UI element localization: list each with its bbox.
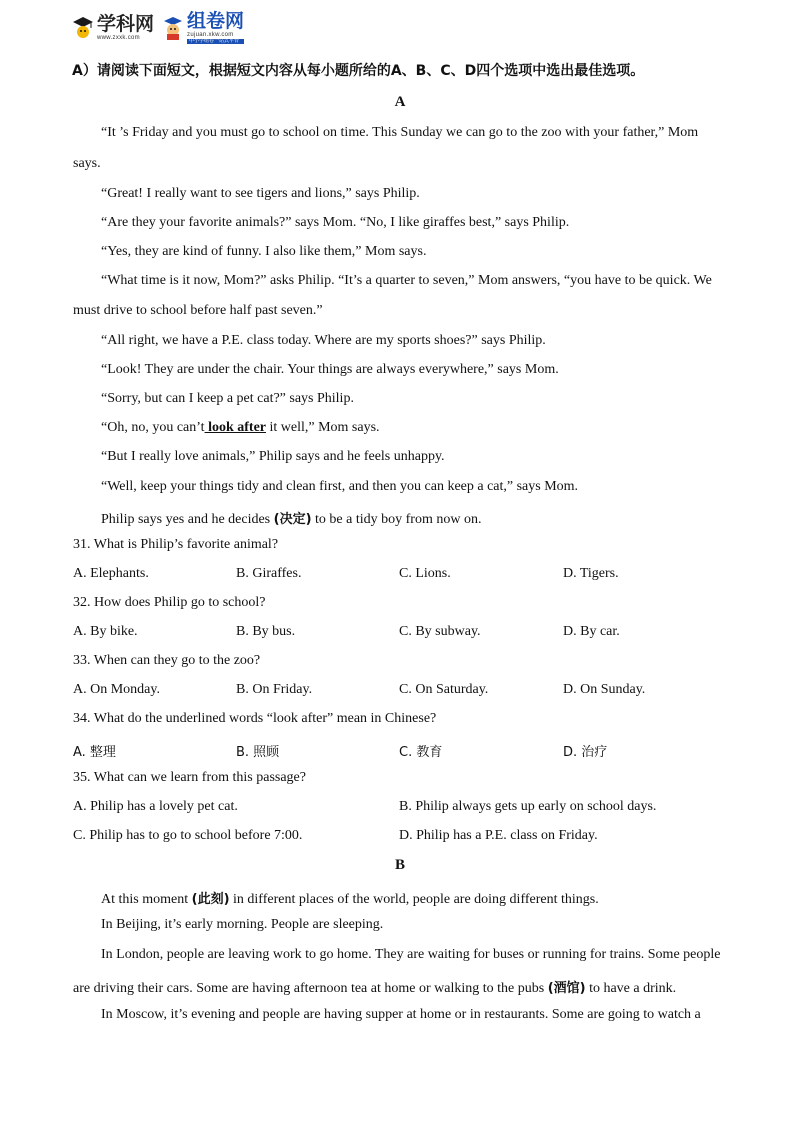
option-31-a[interactable]: A. Elephants. <box>73 566 149 581</box>
question-33: 33. When can they go to the zoo? <box>73 653 261 668</box>
passage-a-line: “But I really love animals,” Philip says and he feels unhappy. <box>101 449 445 464</box>
underlined-phrase: look after <box>204 420 266 435</box>
option-34-a[interactable]: A. 整理 <box>73 745 116 760</box>
passage-a-line-gloss <box>101 508 481 528</box>
zujuan-logo-tag: 中小学组卷一站式平台 <box>187 39 244 44</box>
passage-a-heading: A <box>394 94 406 110</box>
option-32-d[interactable]: D. By car. <box>563 624 620 639</box>
question-34: 34. What do the underlined words “look after” mean in Chinese? <box>73 711 437 726</box>
passage-a-line: “Yes, they are kind of funny. I also like them,” Mom says. <box>101 244 427 259</box>
passage-a-line: says. <box>73 156 101 171</box>
option-34-c[interactable]: C. 教育 <box>399 745 443 760</box>
line-text-pre: Philip says yes and he decides <box>101 512 274 527</box>
zujuan-logo <box>162 12 244 44</box>
option-34-b[interactable]: B. 照顾 <box>236 745 280 760</box>
passage-a-line: “It ’s Friday and you must go to school on time. This Sunday we can go to the zoo with your father,” Mom <box>101 125 699 140</box>
question-35: 35. What can we learn from this passage? <box>73 770 306 785</box>
option-35-c[interactable]: C. Philip has to go to school before 7:00. <box>73 828 303 843</box>
passage-b-line: In Moscow, it’s evening and people are having supper at home or in restaurants. Some are going to watch a <box>101 1007 701 1022</box>
option-35-b[interactable]: B. Philip always gets up early on school days. <box>399 799 657 814</box>
option-31-c[interactable]: C. Lions. <box>399 566 451 581</box>
passage-b-line-gloss <box>101 888 599 908</box>
zxxk-logo <box>72 15 154 41</box>
line-text-post: to have a drink. <box>585 981 677 996</box>
option-35-d[interactable]: D. Philip has a P.E. class on Friday. <box>399 828 598 843</box>
passage-a-line: must drive to school before half past seven.” <box>73 303 323 318</box>
option-33-a[interactable]: A. On Monday. <box>73 682 160 697</box>
header-logos <box>72 10 244 46</box>
passage-a-line-underlined <box>101 420 380 436</box>
graduate-cap-icon <box>72 15 94 41</box>
line-text-pre: At this moment <box>101 892 192 907</box>
option-32-b[interactable]: B. By bus. <box>236 624 296 639</box>
option-31-b[interactable]: B. Giraffes. <box>236 566 302 581</box>
line-text-post: to be a tidy boy from now on. <box>311 512 482 527</box>
option-33-d[interactable]: D. On Sunday. <box>563 682 646 697</box>
gloss-note: (此刻) <box>191 892 230 907</box>
option-31-d[interactable]: D. Tigers. <box>563 566 619 581</box>
passage-b-line: In London, people are leaving work to go home. They are waiting for buses or running for trains. Some people <box>101 947 721 962</box>
passage-a-line: “Well, keep your things tidy and clean first, and then you can keep a cat,” says Mom. <box>101 479 579 494</box>
passage-a-line: “Look! They are under the chair. Your things are always everywhere,” says Mom. <box>101 362 559 377</box>
gloss-note: (酒馆) <box>547 981 586 996</box>
line-text-post: in different places of the world, people are doing different things. <box>229 892 599 907</box>
student-icon <box>162 15 184 41</box>
passage-a-line: “What time is it now, Mom?” asks Philip. “It’s a quarter to seven,” Mom answers, “you have to be quick. We <box>101 273 712 288</box>
zujuan-logo-name: 组卷网 <box>187 10 245 32</box>
passage-a-line: “Are they your favorite animals?” says Mom. “No, I like giraffes best,” says Philip. <box>101 215 570 230</box>
option-33-b[interactable]: B. On Friday. <box>236 682 313 697</box>
section-instruction: A）请阅读下面短文，根据短文内容从每小题所给的A、B、C、D四个选项中选出最佳选项。 <box>72 63 645 79</box>
passage-a-line: “Great! I really want to see tigers and lions,” says Philip. <box>101 186 420 201</box>
passage-b-line: In Beijing, it’s early morning. People are sleeping. <box>101 917 384 932</box>
line-text-pre: are driving their cars. Some are having afternoon tea at home or walking to the pubs <box>73 981 548 996</box>
passage-a-line: “Sorry, but can I keep a pet cat?” says Philip. <box>101 391 354 406</box>
passage-b-heading: B <box>394 857 405 873</box>
zujuan-logo-url: zujuan.xkw.com <box>187 32 234 38</box>
line-text-pre: “Oh, no, you can’t <box>101 420 205 435</box>
gloss-note: (决定) <box>273 512 312 527</box>
option-32-a[interactable]: A. By bike. <box>73 624 138 639</box>
line-text-post: it well,” Mom says. <box>266 420 380 435</box>
option-33-c[interactable]: C. On Saturday. <box>399 682 489 697</box>
option-35-a[interactable]: A. Philip has a lovely pet cat. <box>73 799 238 814</box>
passage-a-line: “All right, we have a P.E. class today. Where are my sports shoes?” says Philip. <box>101 333 546 348</box>
question-32: 32. How does Philip go to school? <box>73 595 266 610</box>
question-31: 31. What is Philip’s favorite animal? <box>73 537 279 552</box>
option-34-d[interactable]: D. 治疗 <box>563 745 608 760</box>
option-32-c[interactable]: C. By subway. <box>399 624 481 639</box>
zxxk-logo-url: www.zxxk.com <box>97 35 140 41</box>
passage-b-line-gloss <box>73 977 676 997</box>
zxxk-logo-name: 学科网 <box>97 13 155 35</box>
